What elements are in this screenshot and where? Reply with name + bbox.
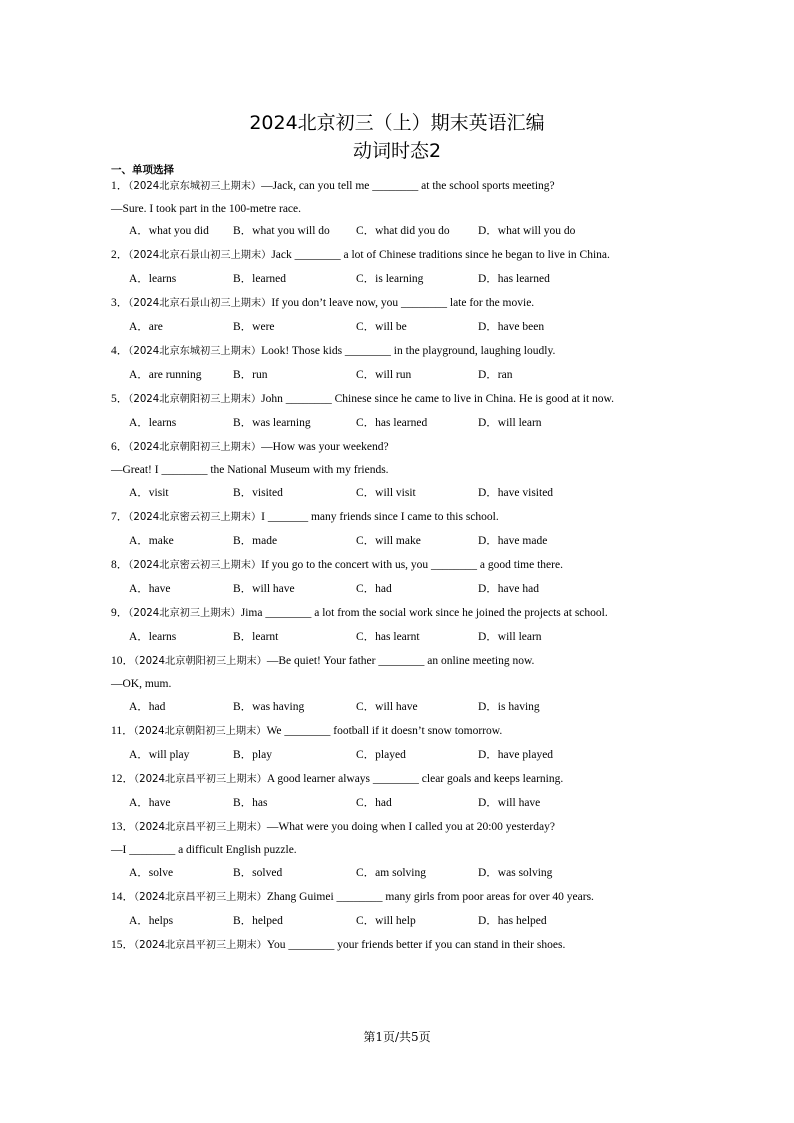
option-b: B．learnt [233,631,279,643]
option-d: D．have made [478,535,548,547]
question-stem: 4．（2024北京东城初三上期末）Look! Those kids ________ in the playground, laughing loudly. [111,345,556,357]
option-a: A．make [129,535,174,547]
option-c: C．will be [356,321,407,333]
option-a: A．will play [129,749,190,761]
option-c: C．will have [356,701,418,713]
option-c: C．has learnt [356,631,420,643]
question-source: （2024北京初三上期末） [128,608,241,619]
question-source: （2024北京朝阳初三上期末） [128,394,262,405]
option-c: C．had [356,583,392,595]
question-stem: 6．（2024北京朝阳初三上期末）—How was your weekend? [111,441,389,453]
option-c: C．will run [356,369,412,381]
question-stem: 14．（2024北京昌平初三上期末）Zhang Guimei ________ many girls from poor areas for over 40 years. [111,891,594,903]
option-a: A．have [129,797,171,809]
option-d: D．has learned [478,273,550,285]
option-c: C．had [356,797,392,809]
option-a: A．what you did [129,225,209,237]
option-b: B．solved [233,867,283,879]
question-stem: 12．（2024北京昌平初三上期末）A good learner always ________ clear goals and keeps learning. [111,773,564,785]
option-b: B．was learning [233,417,311,429]
question-source: （2024北京密云初三上期末） [128,512,262,523]
question-source: （2024北京密云初三上期末） [128,560,262,571]
question-source: （2024北京东城初三上期末） [128,346,262,357]
options-row [129,416,729,430]
option-c: C．will make [356,535,421,547]
section-heading: 一、单项选择 [111,164,174,176]
question-source: （2024北京朝阳初三上期末） [133,726,267,737]
question-extra: —I ________ a difficult English puzzle. [111,844,297,856]
option-d: D．is having [478,701,540,713]
question-extra: —Great! I ________ the National Museum with my friends. [111,464,389,476]
options-row [129,796,729,810]
question-source: （2024北京昌平初三上期末） [134,940,267,951]
question-stem: 9．（2024北京初三上期末）Jima ________ a lot from the social work since he joined the projects at school. [111,607,608,619]
question-stem: 7．（2024北京密云初三上期末）I _______ many friends since I came to this school. [111,511,499,523]
options-row [129,534,729,548]
question-stem: 5．（2024北京朝阳初三上期末）John ________ Chinese since he came to live in China. He is good at it now. [111,393,614,405]
options-row [129,748,729,762]
option-a: A．learns [129,273,177,285]
question-source: （2024北京朝阳初三上期末） [134,656,267,667]
option-a: A．visit [129,487,169,499]
options-row [129,630,729,644]
option-c: C．will help [356,915,416,927]
question-source: （2024北京昌平初三上期末） [134,774,267,785]
options-row [129,914,729,928]
option-a: A．have [129,583,171,595]
question-stem: 8．（2024北京密云初三上期末）If you go to the concert with us, you ________ a good time there. [111,559,563,571]
options-row [129,224,729,238]
question-source: （2024北京石景山初三上期末） [128,298,272,309]
page-title: 2024北京初三（上）期末英语汇编 [249,112,545,134]
options-row [129,272,729,286]
question-stem: 13．（2024北京昌平初三上期末）—What were you doing when I called you at 20:00 yesterday? [111,821,555,833]
question-stem: 2．（2024北京石景山初三上期末）Jack ________ a lot of Chinese traditions since he began to live in China. [111,249,610,261]
options-row [129,866,729,880]
option-a: A．had [129,701,166,713]
question-source: （2024北京昌平初三上期末） [134,892,267,903]
option-c: C．has learned [356,417,428,429]
question-source: （2024北京昌平初三上期末） [134,822,267,833]
option-a: A．learns [129,417,177,429]
option-a: A．learns [129,631,177,643]
option-a: A．helps [129,915,174,927]
option-a: A．are [129,321,163,333]
option-c: C．will visit [356,487,416,499]
option-b: B．what you will do [233,225,330,237]
option-c: C．what did you do [356,225,450,237]
option-b: B．were [233,321,275,333]
option-d: D．has helped [478,915,547,927]
question-extra: —Sure. I took part in the 100-metre race. [111,203,302,215]
options-row [129,700,729,714]
option-d: D．was solving [478,867,553,879]
options-row [129,486,729,500]
question-source: （2024北京东城初三上期末） [128,181,262,192]
page-subtitle: 动词时态2 [352,140,442,162]
option-d: D．will learn [478,631,542,643]
option-c: C．is learning [356,273,424,285]
options-row [129,368,729,382]
option-c: C．played [356,749,406,761]
option-d: D．will have [478,797,541,809]
option-d: D．ran [478,369,513,381]
options-row [129,320,729,334]
option-c: C．am solving [356,867,426,879]
option-d: D．have been [478,321,545,333]
page-footer: 第1页/共5页 [363,1030,431,1044]
option-b: B．helped [233,915,283,927]
option-d: D．have visited [478,487,554,499]
option-b: B．play [233,749,272,761]
option-b: B．has [233,797,268,809]
option-d: D．have played [478,749,554,761]
option-b: B．visited [233,487,283,499]
option-b: B．run [233,369,268,381]
question-extra: —OK, mum. [111,678,172,690]
option-a: A．solve [129,867,174,879]
option-d: D．will learn [478,417,542,429]
option-b: B．learned [233,273,287,285]
question-stem: 10．（2024北京朝阳初三上期末）—Be quiet! Your father ________ an online meeting now. [111,655,535,667]
option-b: B．was having [233,701,305,713]
question-source: （2024北京朝阳初三上期末） [128,442,262,453]
question-stem: 11．（2024北京朝阳初三上期末）We ________ football if it doesn’t snow tomorrow. [111,725,503,737]
option-b: B．will have [233,583,295,595]
question-stem: 15．（2024北京昌平初三上期末）You ________ your friends better if you can stand in their shoes. [111,939,566,951]
options-row [129,582,729,596]
option-a: A．are running [129,369,202,381]
option-d: D．have had [478,583,539,595]
question-stem: 3．（2024北京石景山初三上期末）If you don’t leave now, you ________ late for the movie. [111,297,535,309]
question-source: （2024北京石景山初三上期末） [128,250,272,261]
question-stem: 1．（2024北京东城初三上期末）—Jack, can you tell me ________ at the school sports meeting? [111,180,555,192]
option-d: D．what will you do [478,225,576,237]
option-b: B．made [233,535,278,547]
